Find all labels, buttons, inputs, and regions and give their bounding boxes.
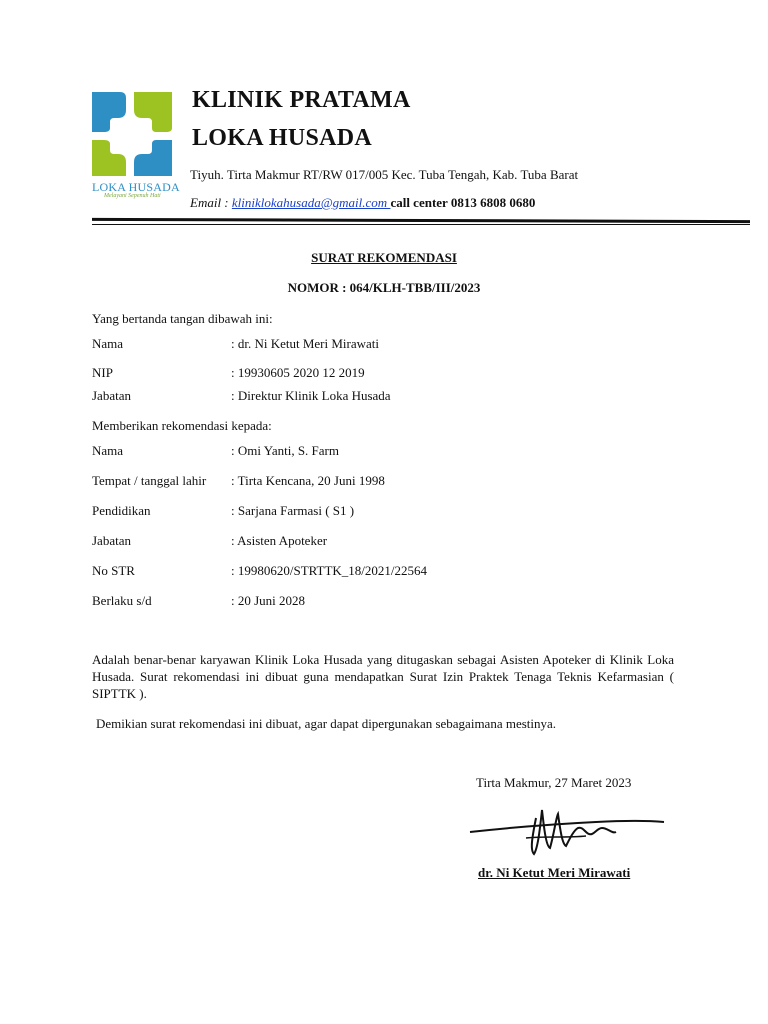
clinic-contact — [190, 195, 535, 211]
email-link[interactable]: kliniklokahusada@gmail.com — [231, 195, 391, 210]
email-label: Email : — [190, 195, 232, 210]
recipient-label-str: No STR — [92, 563, 135, 578]
recipient-value-valid: : 20 Juni 2028 — [231, 593, 306, 608]
signatory-value-nip: : 19930605 2020 12 2019 — [231, 365, 365, 380]
recipient-value-name: : Omi Yanti, S. Farm — [231, 443, 339, 458]
logo-name: LOKA HUSADA — [92, 180, 180, 194]
letter-number: NOMOR : 064/KLH-TBB/III/2023 — [287, 280, 481, 295]
header-divider — [92, 218, 750, 223]
signature-image — [466, 788, 666, 860]
recipient-intro: Memberikan rekomendasi kepada: — [92, 418, 272, 433]
recipient-value-education: : Sarjana Farmasi ( S1 ) — [231, 503, 355, 518]
clinic-name-line2: LOKA HUSADA — [192, 125, 372, 151]
signatory-label-nip: NIP — [92, 365, 113, 380]
recipient-value-str: : 19980620/STRTTK_18/2021/22564 — [231, 563, 428, 578]
recipient-value-position: : Asisten Apoteker — [231, 533, 328, 548]
recipient-value-birth: : Tirta Kencana, 20 Juni 1998 — [231, 473, 385, 488]
recipient-label-valid: Berlaku s/d — [92, 593, 152, 608]
signer-name: dr. Ni Ketut Meri Mirawati — [478, 865, 631, 880]
signatory-label-name: Nama — [92, 336, 124, 351]
signatory-value-name: : dr. Ni Ketut Meri Mirawati — [231, 336, 380, 351]
handwritten-signature-icon — [466, 788, 666, 860]
closing-sentence: Demikian surat rekomendasi ini dibuat, agar dapat dipergunakan sebagaimana mestinya. — [96, 716, 557, 731]
intro-text: Yang bertanda tangan dibawah ini: — [92, 311, 273, 326]
signatory-value-position: : Direktur Klinik Loka Husada — [231, 388, 391, 403]
clinic-address: Tiyuh. Tirta Makmur RT/RW 017/005 Kec. Tuba Tengah, Kab. Tuba Barat — [190, 167, 579, 182]
header-divider-thin — [92, 224, 750, 225]
place-date: Tirta Makmur, 27 Maret 2023 — [476, 775, 632, 790]
call-center: call center 0813 6808 0680 — [390, 195, 536, 210]
letter-title: SURAT REKOMENDASI — [311, 250, 457, 265]
body-paragraph: Adalah benar-benar karyawan Klinik Loka Husada yang ditugaskan sebagai Asisten Apoteker di Klinik Loka Husada. Surat rekomendasi ini dibuat guna mendapatkan Surat Izin Praktek Tenaga Teknis Kefarmasian ( SIPTTK ). — [92, 652, 674, 701]
signatory-label-position: Jabatan — [92, 388, 131, 403]
recipient-label-name: Nama — [92, 443, 124, 458]
recipient-label-education: Pendidikan — [92, 503, 151, 518]
recipient-label-position: Jabatan — [92, 533, 131, 548]
logo-tagline: Melayani Sepenuh Hati — [104, 193, 161, 199]
recipient-label-birth: Tempat / tanggal lahir — [92, 473, 207, 488]
clinic-name-line1: KLINIK PRATAMA — [192, 87, 411, 113]
